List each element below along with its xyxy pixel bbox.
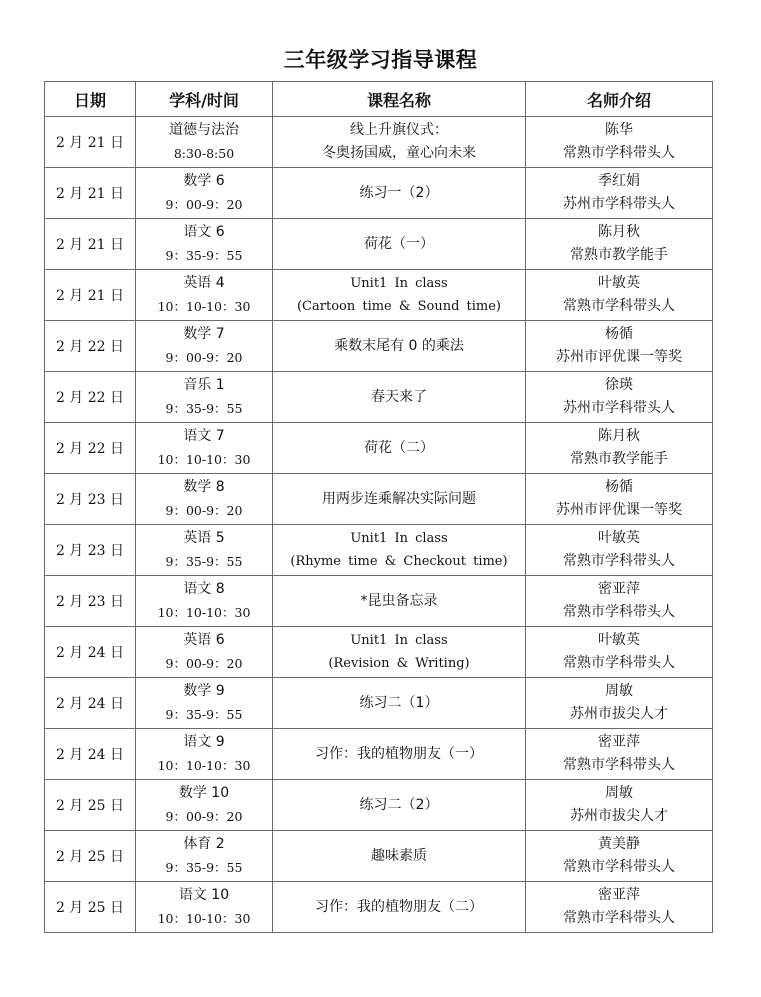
subject-name: 数学 7	[183, 326, 225, 342]
course-name-line: 习作：我的植物朋友（二）	[315, 898, 483, 915]
teacher-title: 苏州市评优课一等奖	[556, 502, 682, 518]
date-cell: 2 月 23 日	[45, 525, 136, 576]
date-cell: 2 月 22 日	[45, 372, 136, 423]
subject-name: 数学 10	[178, 785, 230, 801]
course-cell	[273, 219, 526, 270]
table-row	[45, 168, 713, 219]
header-date: 日期	[45, 82, 136, 117]
subject-time-cell	[136, 117, 273, 168]
teacher-title: 常熟市学科带头人	[563, 757, 675, 773]
course-name-line: Unit1 In class	[350, 531, 448, 546]
date-cell: 2 月 21 日	[45, 117, 136, 168]
teacher-name: 黄美静	[598, 836, 640, 852]
teacher-title: 常熟市教学能手	[570, 451, 668, 467]
teacher-title: 常熟市学科带头人	[563, 604, 675, 620]
course-cell	[273, 321, 526, 372]
course-cell	[273, 423, 526, 474]
table-row	[45, 372, 713, 423]
teacher-cell	[526, 678, 713, 729]
course-name-line: 练习二（2）	[359, 796, 439, 813]
class-time: 9：00-9：20	[165, 197, 243, 212]
header-course: 课程名称	[273, 82, 526, 117]
subject-time-cell	[136, 576, 273, 627]
subject-name: 语文 7	[183, 428, 225, 444]
class-time: 9：35-9：55	[165, 707, 243, 722]
header-teacher: 名师介绍	[526, 82, 713, 117]
course-name-line: 荷花（一）	[364, 235, 434, 252]
subject-time-cell	[136, 882, 273, 933]
subject-name: 体育 2	[183, 836, 225, 852]
teacher-name: 陈华	[605, 122, 633, 138]
date-cell: 2 月 25 日	[45, 882, 136, 933]
table-row	[45, 117, 713, 168]
course-name-line: *昆虫备忘录	[360, 592, 438, 609]
teacher-cell	[526, 474, 713, 525]
course-name-line: 趣味素质	[371, 847, 427, 864]
date-cell: 2 月 25 日	[45, 780, 136, 831]
teacher-title: 苏州市学科带头人	[563, 196, 675, 212]
teacher-name: 密亚萍	[598, 734, 640, 750]
subject-name: 音乐 1	[183, 377, 225, 393]
class-time: 9：00-9：20	[165, 656, 243, 671]
table-row	[45, 525, 713, 576]
teacher-cell	[526, 423, 713, 474]
date-cell: 2 月 24 日	[45, 678, 136, 729]
course-name-line: 练习二（1）	[359, 694, 439, 711]
course-name-line: 荷花（二）	[364, 439, 434, 456]
subject-time-cell	[136, 780, 273, 831]
teacher-cell	[526, 321, 713, 372]
subject-name: 道德与法治	[169, 122, 239, 138]
course-cell	[273, 882, 526, 933]
course-name-line: 春天来了	[371, 388, 427, 405]
subject-name: 语文 10	[178, 887, 230, 903]
table-row	[45, 474, 713, 525]
course-name-line: 线上升旗仪式：	[350, 122, 448, 138]
date-cell: 2 月 21 日	[45, 270, 136, 321]
subject-time-cell	[136, 729, 273, 780]
table-row	[45, 219, 713, 270]
teacher-name: 周敏	[605, 683, 633, 699]
date-cell: 2 月 23 日	[45, 576, 136, 627]
subject-name: 语文 6	[183, 224, 225, 240]
teacher-cell	[526, 729, 713, 780]
teacher-name: 叶敏英	[598, 632, 640, 648]
date-cell: 2 月 22 日	[45, 321, 136, 372]
course-name-line: 用两步连乘解决实际问题	[322, 490, 476, 507]
class-time: 9：35-9：55	[165, 248, 243, 263]
teacher-cell	[526, 219, 713, 270]
schedule-body	[45, 117, 713, 933]
class-time: 9：00-9：20	[165, 503, 243, 518]
course-name-line: Unit1 In class	[350, 633, 448, 648]
table-row	[45, 882, 713, 933]
subject-name: 英语 4	[183, 275, 225, 291]
course-name-line: (Cartoon time & Sound time)	[296, 299, 501, 314]
teacher-title: 常熟市学科带头人	[563, 298, 675, 314]
teacher-cell	[526, 627, 713, 678]
teacher-title: 常熟市学科带头人	[563, 859, 675, 875]
teacher-cell	[526, 882, 713, 933]
course-name-line: Unit1 In class	[350, 276, 448, 291]
subject-time-cell	[136, 270, 273, 321]
course-cell	[273, 678, 526, 729]
teacher-cell	[526, 270, 713, 321]
class-time: 10：10-10：30	[157, 605, 251, 620]
teacher-cell	[526, 576, 713, 627]
teacher-title: 常熟市学科带头人	[563, 145, 675, 161]
subject-time-cell	[136, 321, 273, 372]
table-row	[45, 780, 713, 831]
subject-name: 数学 6	[183, 173, 225, 189]
table-row	[45, 270, 713, 321]
teacher-name: 季红娟	[598, 173, 640, 189]
teacher-title: 常熟市学科带头人	[563, 553, 675, 569]
page-title: 三年级学习指导课程	[283, 48, 478, 72]
class-time: 10：10-10：30	[157, 299, 251, 314]
table-header-row	[45, 82, 713, 117]
course-name-line: (Rhyme time & Checkout time)	[290, 554, 508, 569]
subject-time-cell	[136, 168, 273, 219]
class-time: 9：35-9：55	[165, 554, 243, 569]
teacher-cell	[526, 780, 713, 831]
date-cell: 2 月 24 日	[45, 627, 136, 678]
teacher-title: 常熟市教学能手	[570, 247, 668, 263]
subject-name: 英语 6	[183, 632, 225, 648]
teacher-name: 叶敏英	[598, 530, 640, 546]
table-row	[45, 729, 713, 780]
course-name-line: 冬奥扬国威，童心向未来	[322, 145, 476, 161]
subject-time-cell	[136, 525, 273, 576]
course-cell	[273, 117, 526, 168]
course-name-line: 乘数末尾有 0 的乘法	[334, 337, 464, 354]
subject-time-cell	[136, 678, 273, 729]
teacher-title: 苏州市拔尖人才	[570, 706, 668, 722]
table-row	[45, 321, 713, 372]
date-cell: 2 月 24 日	[45, 729, 136, 780]
course-cell	[273, 780, 526, 831]
teacher-title: 苏州市学科带头人	[563, 400, 675, 416]
class-time: 10：10-10：30	[157, 758, 251, 773]
subject-name: 语文 8	[183, 581, 225, 597]
table-row	[45, 423, 713, 474]
teacher-name: 密亚萍	[598, 581, 640, 597]
subject-time-cell	[136, 831, 273, 882]
table-row	[45, 627, 713, 678]
class-time: 10：10-10：30	[157, 452, 251, 467]
subject-name: 数学 9	[183, 683, 225, 699]
course-cell	[273, 168, 526, 219]
class-time: 9：35-9：55	[165, 860, 243, 875]
course-cell	[273, 627, 526, 678]
subject-time-cell	[136, 474, 273, 525]
class-time: 9：00-9：20	[165, 350, 243, 365]
class-time: 9：00-9：20	[165, 809, 243, 824]
date-cell: 2 月 23 日	[45, 474, 136, 525]
teacher-cell	[526, 372, 713, 423]
subject-name: 语文 9	[183, 734, 225, 750]
teacher-name: 陈月秋	[598, 224, 640, 240]
date-cell: 2 月 22 日	[45, 423, 136, 474]
teacher-title: 苏州市拔尖人才	[570, 808, 668, 824]
teacher-name: 密亚萍	[598, 887, 640, 903]
teacher-cell	[526, 117, 713, 168]
teacher-name: 杨循	[605, 326, 633, 342]
subject-name: 数学 8	[183, 479, 225, 495]
teacher-cell	[526, 168, 713, 219]
table-row	[45, 678, 713, 729]
course-name-line: (Revision & Writing)	[328, 656, 470, 671]
table-row	[45, 576, 713, 627]
teacher-title: 苏州市评优课一等奖	[556, 349, 682, 365]
course-name-line: 习作：我的植物朋友（一）	[315, 745, 483, 762]
header-subject-time: 学科/时间	[136, 82, 273, 117]
class-time: 10：10-10：30	[157, 911, 251, 926]
teacher-name: 陈月秋	[598, 428, 640, 444]
subject-time-cell	[136, 627, 273, 678]
teacher-cell	[526, 831, 713, 882]
table-row	[45, 831, 713, 882]
teacher-cell	[526, 525, 713, 576]
course-cell	[273, 372, 526, 423]
class-time: 9：35-9：55	[165, 401, 243, 416]
date-cell: 2 月 21 日	[45, 219, 136, 270]
course-cell	[273, 576, 526, 627]
course-cell	[273, 525, 526, 576]
teacher-name: 周敏	[605, 785, 633, 801]
subject-name: 英语 5	[183, 530, 225, 546]
course-name-line: 练习一（2）	[359, 184, 439, 201]
teacher-title: 常熟市学科带头人	[563, 655, 675, 671]
course-cell	[273, 729, 526, 780]
class-time: 8:30-8:50	[173, 146, 235, 161]
teacher-name: 叶敏英	[598, 275, 640, 291]
course-cell	[273, 270, 526, 321]
teacher-name: 徐瑛	[605, 377, 633, 393]
date-cell: 2 月 25 日	[45, 831, 136, 882]
course-cell	[273, 474, 526, 525]
teacher-title: 常熟市学科带头人	[563, 910, 675, 926]
subject-time-cell	[136, 219, 273, 270]
subject-time-cell	[136, 423, 273, 474]
teacher-name: 杨循	[605, 479, 633, 495]
course-cell	[273, 831, 526, 882]
subject-time-cell	[136, 372, 273, 423]
date-cell: 2 月 21 日	[45, 168, 136, 219]
schedule-table	[44, 81, 713, 933]
